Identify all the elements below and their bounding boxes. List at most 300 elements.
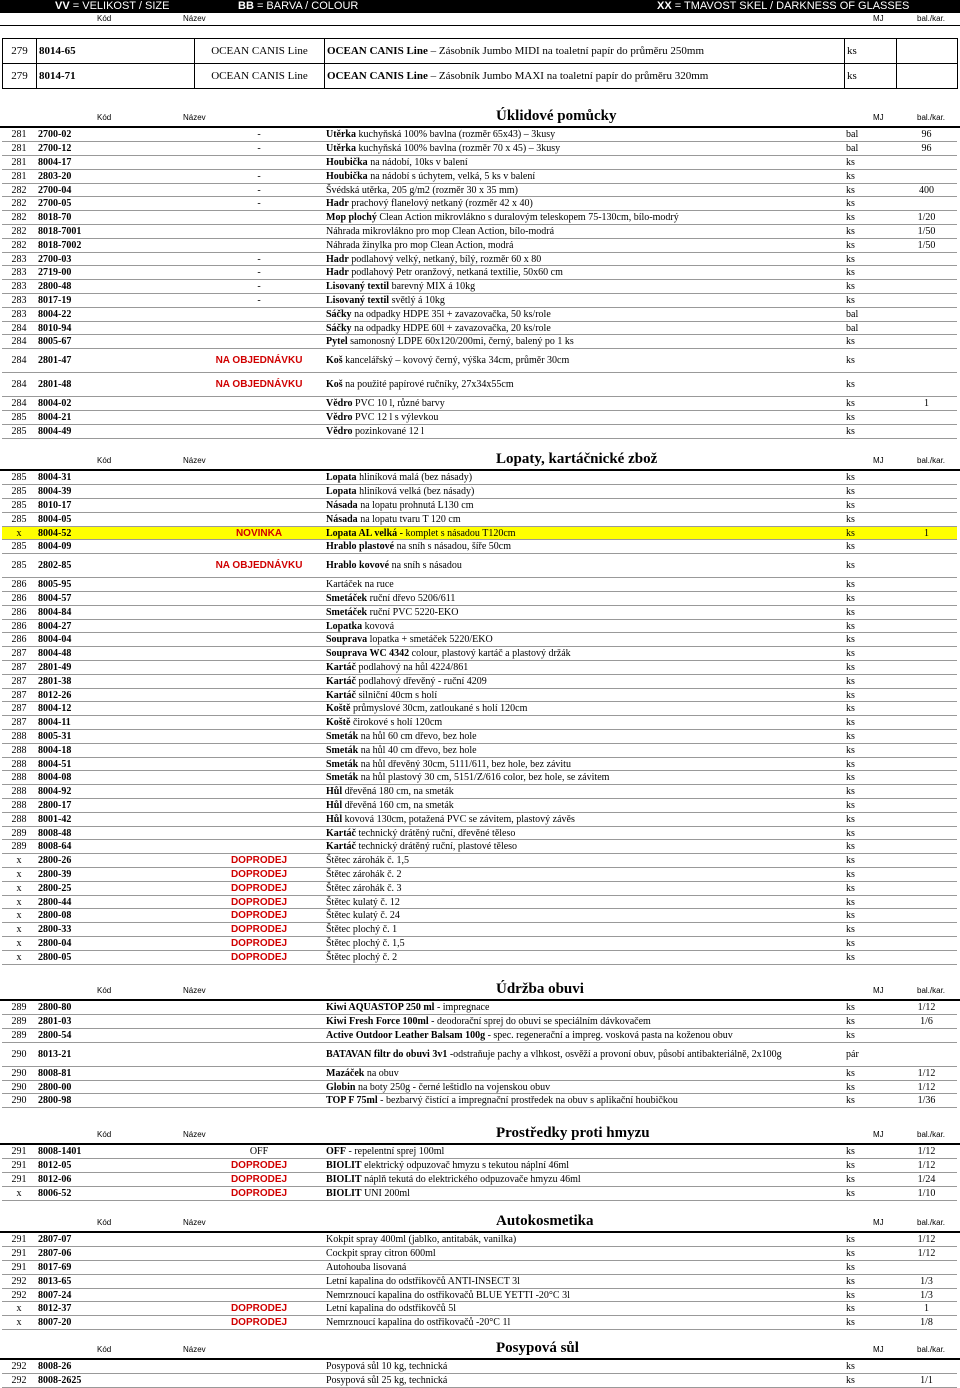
- table-row: [2, 397, 957, 411]
- product-note: [194, 1360, 324, 1374]
- product-pack: [896, 826, 957, 840]
- product-code: 8004-22: [36, 307, 194, 321]
- page-number: 282: [2, 211, 36, 225]
- product-name-bold: Koš: [326, 379, 343, 391]
- product-pack: [896, 578, 957, 592]
- page-number: 282: [2, 183, 36, 197]
- product-unit: ks: [844, 730, 896, 744]
- page-number: 281: [2, 169, 36, 183]
- product-pack: [896, 373, 957, 397]
- product-code: 8018-7002: [36, 238, 194, 252]
- table-row: [2, 950, 957, 964]
- table-row: [2, 1274, 957, 1288]
- product-code: 2802-85: [36, 554, 194, 578]
- product-pack: [896, 633, 957, 647]
- product-note: [194, 647, 324, 661]
- product-note: NA OBJEDNÁVKU: [194, 349, 324, 373]
- product-name-rest: podlahový Petr oranžový, netkaná textilie, 50x60 cm: [348, 267, 563, 279]
- product-name-rest: -odstraňuje pachy a vlhkost, osvěží a provoní obuv, působí antibakteriálně, 2x100g: [447, 1048, 782, 1060]
- product-pack: [896, 424, 957, 438]
- product-pack: 96: [896, 142, 957, 156]
- product-unit: ks: [844, 266, 896, 280]
- table-row: [2, 881, 957, 895]
- product-name-rest: Štětec plochý č. 2: [326, 951, 398, 963]
- product-name: [324, 197, 844, 211]
- product-note: DOPRODEJ: [194, 1302, 324, 1316]
- header-bal: bal./kar.: [917, 1345, 946, 1354]
- product-pack: 1/12: [896, 1159, 957, 1173]
- section-title: Úklidové pomůcky: [496, 108, 617, 124]
- product-unit: ks: [844, 771, 896, 785]
- section-title: Lopaty, kartáčnické zbož: [496, 451, 658, 467]
- product-pack: [896, 540, 957, 554]
- table-row: [2, 633, 957, 647]
- product-pack: [896, 266, 957, 280]
- product-name-rest: na sníh s násadou, šíře 50cm: [394, 541, 511, 553]
- product-note: [194, 1094, 324, 1108]
- product-note: [194, 688, 324, 702]
- product-name: [324, 1066, 844, 1080]
- table-row: [2, 1159, 957, 1173]
- product-note: [194, 799, 324, 813]
- header-nazev: Název: [183, 14, 206, 23]
- product-pack: [896, 923, 957, 937]
- product-unit: ks: [844, 1029, 896, 1043]
- product-name-bold: Hadr: [326, 267, 349, 279]
- product-note: -: [194, 183, 324, 197]
- header-mj: MJ: [873, 113, 884, 122]
- header-bal: bal./kar.: [917, 456, 946, 465]
- product-name-rest: kancelářský – kovový černý, výška 34cm, průměr 30cm: [342, 355, 570, 367]
- product-pack: [896, 554, 957, 578]
- product-name: [324, 771, 844, 785]
- product-name: [324, 1302, 844, 1316]
- section-table: [2, 1145, 957, 1201]
- product-pack: 1/50: [896, 225, 957, 239]
- table-row: [2, 540, 957, 554]
- product-pack: [896, 1042, 957, 1066]
- product-code: 8007-24: [36, 1288, 194, 1302]
- product-name: [324, 238, 844, 252]
- product-code: 8012-06: [36, 1173, 194, 1187]
- table-row: [2, 1001, 957, 1015]
- product-note: -: [194, 128, 324, 142]
- product-name-bold: Smeták: [326, 744, 359, 756]
- page-number: 284: [2, 335, 36, 349]
- header-kod: Kód: [97, 1218, 112, 1227]
- table-row: [2, 335, 957, 349]
- page-number: x: [2, 1316, 36, 1330]
- product-name-rest: kovová: [362, 620, 395, 632]
- product-unit: ks: [844, 1316, 896, 1330]
- product-pack: [896, 854, 957, 868]
- header-nazev: Název: [183, 1130, 206, 1139]
- product-unit: ks: [844, 826, 896, 840]
- product-name-rest: na odpadky HDPE 60l + zavazovačka, 20 ks/role: [351, 322, 551, 334]
- product-name: [324, 397, 844, 411]
- product-name-rest: PVC 10 l, různé barvy: [352, 398, 445, 410]
- product-note: [194, 1029, 324, 1043]
- product-note: [194, 592, 324, 606]
- product-name-bold: Vědro: [326, 398, 353, 410]
- product-unit: ks: [844, 485, 896, 499]
- page-number: 285: [2, 540, 36, 554]
- product-name: [324, 1015, 844, 1029]
- product-unit: ks: [845, 39, 897, 64]
- table-row: [2, 854, 957, 868]
- product-name: [324, 280, 844, 294]
- product-unit: ks: [844, 1302, 896, 1316]
- product-name: [324, 840, 844, 854]
- product-code: 8013-65: [36, 1274, 194, 1288]
- product-pack: [897, 64, 958, 89]
- table-row: [2, 605, 957, 619]
- product-pack: 1/3: [896, 1274, 957, 1288]
- page-number: 287: [2, 647, 36, 661]
- product-code: 8005-31: [36, 730, 194, 744]
- page-number: 284: [2, 373, 36, 397]
- product-unit: ks: [844, 1247, 896, 1261]
- product-unit: bal: [844, 321, 896, 335]
- page-number: 287: [2, 661, 36, 675]
- page-number: 285: [2, 499, 36, 513]
- product-code: 8004-49: [36, 424, 194, 438]
- product-name: [324, 854, 844, 868]
- legend-vv: VV = VELIKOST / SIZE: [55, 0, 170, 12]
- product-name-bold: Hůl: [326, 799, 343, 811]
- product-name-rest: na hůl 60 cm dřevo, bez hole: [358, 730, 477, 742]
- product-name-rest: Letní kapalina do odstřikovčů 5l: [326, 1303, 456, 1315]
- page-number: 283: [2, 266, 36, 280]
- table-row: [2, 647, 957, 661]
- table-row: [2, 424, 957, 438]
- product-name-rest: na nádobí s úchytem, velká, 5 ks v balení: [367, 170, 536, 182]
- page-number: 291: [2, 1173, 36, 1187]
- product-name-bold: Utěrka: [326, 129, 356, 141]
- section-header: [0, 1213, 960, 1233]
- legend-bb: BB = BARVA / COLOUR: [238, 0, 359, 12]
- table-row: [2, 554, 957, 578]
- page-number: 292: [2, 1274, 36, 1288]
- product-name-rest: Kartáček na ruce: [326, 579, 394, 591]
- product-name-rest: pozinkované 12 l: [352, 425, 424, 437]
- product-pack: [896, 647, 957, 661]
- product-name: [324, 294, 844, 308]
- product-code: 2801-49: [36, 661, 194, 675]
- table-row: [2, 909, 957, 923]
- page-number: x: [2, 854, 36, 868]
- product-note: [194, 1042, 324, 1066]
- table-row: [2, 266, 957, 280]
- table-row: [2, 730, 957, 744]
- product-name-rest: Letní kapalina do odstřikovčů ANTI-INSECT 3l: [326, 1275, 520, 1287]
- table-row: [2, 619, 957, 633]
- product-name-rest: - spec. regenerační a impreg. vosková pasta na koženou obuv: [485, 1029, 733, 1041]
- product-pack: [896, 156, 957, 170]
- header-mj: MJ: [873, 1218, 884, 1227]
- product-name-rest: samonosný LDPE 60x120/200mi, černý, balený po 1 ks: [347, 336, 574, 348]
- product-name-rest: průmyslové 30cm, zatloukané s holí 120cm: [350, 703, 528, 715]
- product-unit: ks: [844, 225, 896, 239]
- product-name-bold: Active Outdoor Leather Balsam 100g: [326, 1029, 486, 1041]
- product-name-bold: Kartáč: [326, 675, 356, 687]
- section-table: [2, 1360, 957, 1388]
- product-name-bold: BIOLIT: [326, 1160, 362, 1172]
- product-pack: 1/3: [896, 1288, 957, 1302]
- product-name: [324, 1288, 844, 1302]
- product-note: [194, 730, 324, 744]
- page-number: 283: [2, 280, 36, 294]
- product-code: 8004-27: [36, 619, 194, 633]
- header-bal: bal./kar.: [917, 986, 946, 995]
- product-name-rest: barevný MIX á 10kg: [389, 281, 476, 293]
- header-kod: Kód: [97, 14, 112, 23]
- product-pack: [896, 307, 957, 321]
- page-number: x: [2, 895, 36, 909]
- table-row: [2, 1374, 957, 1388]
- header-nazev: Název: [183, 1345, 206, 1354]
- product-name-rest: Štětec zárohák č. 2: [326, 868, 402, 880]
- page-number: 292: [2, 1360, 36, 1374]
- product-code: 2800-04: [36, 937, 194, 951]
- product-code: 2803-20: [36, 169, 194, 183]
- product-pack: [896, 1029, 957, 1043]
- product-name-rest: Kokpit spray 400ml (jablko, antitabák, vanilka): [326, 1234, 517, 1246]
- table-row: [2, 411, 957, 425]
- product-name: [324, 485, 844, 499]
- table-row: [2, 799, 957, 813]
- product-code: 2800-05: [36, 950, 194, 964]
- table-row: [2, 661, 957, 675]
- page-number: 285: [2, 411, 36, 425]
- section-header: [0, 451, 960, 471]
- page-number: 286: [2, 592, 36, 606]
- product-name: [324, 633, 844, 647]
- product-name: [324, 471, 844, 485]
- product-name-bold: Vědro: [326, 425, 353, 437]
- product-name: [325, 39, 845, 64]
- product-name: [324, 307, 844, 321]
- product-name: [324, 619, 844, 633]
- section-table: [2, 1001, 957, 1108]
- table-row: [2, 1173, 957, 1187]
- product-note: DOPRODEJ: [194, 909, 324, 923]
- product-code: 8012-37: [36, 1302, 194, 1316]
- product-name: [324, 757, 844, 771]
- product-name-rest: prachový flanelový netkaný (rozměr 42 x 40): [348, 198, 533, 210]
- table-row: [2, 1029, 957, 1043]
- product-code: 2800-98: [36, 1094, 194, 1108]
- product-name-bold: Lisovaný textil: [326, 294, 390, 306]
- product-name: [324, 540, 844, 554]
- page-number: 288: [2, 730, 36, 744]
- product-note: [194, 785, 324, 799]
- product-name-rest: dřevěná 160 cm, na smeták: [342, 799, 454, 811]
- product-code: 8008-81: [36, 1066, 194, 1080]
- page-number: 286: [2, 605, 36, 619]
- product-name-rest: silniční 40cm s holí: [356, 689, 438, 701]
- section-table: [2, 128, 957, 439]
- product-name: [324, 1186, 844, 1200]
- page-number: x: [2, 526, 36, 540]
- product-name: [324, 1261, 844, 1275]
- product-name-rest: podlahový velký, netkaný, bílý, rozměr 60 x 80: [348, 253, 542, 265]
- header-mj: MJ: [873, 986, 884, 995]
- page-number: 282: [2, 225, 36, 239]
- product-name-bold: Lopata: [326, 472, 357, 484]
- product-pack: 1/12: [896, 1066, 957, 1080]
- product-pack: 1/12: [896, 1233, 957, 1247]
- product-code: 2800-00: [36, 1080, 194, 1094]
- product-name-bold: Lopata: [326, 486, 357, 498]
- page-number: 281: [2, 128, 36, 142]
- product-note: [194, 335, 324, 349]
- product-code: 8004-21: [36, 411, 194, 425]
- legend-xx: XX = TMAVOST SKEL / DARKNESS OF GLASSES: [657, 0, 910, 12]
- product-unit: ks: [844, 868, 896, 882]
- page-number: 290: [2, 1066, 36, 1080]
- product-name-bold: Utěrka: [326, 143, 356, 155]
- table-row: [2, 1080, 957, 1094]
- table-row: [2, 757, 957, 771]
- page-number: 282: [2, 238, 36, 252]
- product-pack: [896, 197, 957, 211]
- product-note: [194, 633, 324, 647]
- page-number: 289: [2, 1001, 36, 1015]
- product-name-bold: Koš: [326, 355, 343, 367]
- header-kod: Kód: [97, 1130, 112, 1139]
- product-name-bold: Smeták: [326, 758, 359, 770]
- product-note: NOVINKA: [194, 526, 324, 540]
- product-name-rest: na hůl plastový 30 cm, 5151/Z/616 color, bez hole, se závitem: [358, 772, 610, 784]
- product-brand: OCEAN CANIS Line: [195, 64, 325, 89]
- product-pack: [896, 840, 957, 854]
- page-number: 291: [2, 1233, 36, 1247]
- product-name: [324, 950, 844, 964]
- product-name: [324, 1094, 844, 1108]
- product-note: [194, 1274, 324, 1288]
- product-code: 8013-21: [36, 1042, 194, 1066]
- product-name: [324, 512, 844, 526]
- page-number: 291: [2, 1261, 36, 1275]
- table-row: [2, 923, 957, 937]
- product-code: 2800-80: [36, 1001, 194, 1015]
- product-name-rest: technický drátěný ruční, dřevěné těleso: [356, 827, 516, 839]
- product-name: [324, 923, 844, 937]
- table-row: [2, 868, 957, 882]
- product-note: OFF: [194, 1145, 324, 1159]
- page-number: 283: [2, 252, 36, 266]
- product-pack: [896, 716, 957, 730]
- product-name-rest: lopatka + smetáček 5220/EKO: [367, 634, 493, 646]
- section-table: [2, 471, 957, 965]
- section-title: Prostředky proti hmyzu: [496, 1125, 650, 1141]
- product-name-rest: kuchyňská 100% bavlna (rozměr 70 x 45) – 3kusy: [356, 143, 561, 155]
- product-note: [194, 578, 324, 592]
- product-unit: ks: [844, 633, 896, 647]
- product-note: [194, 826, 324, 840]
- table-row: [2, 743, 957, 757]
- product-name: [324, 605, 844, 619]
- header-bal: bal./kar.: [917, 113, 946, 122]
- product-name-bold: Souprava WC 4342: [326, 648, 410, 660]
- product-name-bold: BATAVAN filtr do obuvi 3v1: [326, 1048, 448, 1060]
- product-name-rest: dřevěná 180 cm, na smeták: [342, 786, 454, 798]
- product-pack: [896, 280, 957, 294]
- product-note: [194, 238, 324, 252]
- page-number: x: [2, 868, 36, 882]
- product-name-rest: Švédská utěrka, 205 g/m2 (rozměr 30 x 35 mm): [326, 184, 518, 196]
- header-nazev: Název: [183, 113, 206, 122]
- product-name-rest: - impregnace: [434, 1002, 490, 1014]
- table-row: [2, 349, 957, 373]
- product-code: 2800-26: [36, 854, 194, 868]
- product-pack: [896, 485, 957, 499]
- product-code: 8007-20: [36, 1316, 194, 1330]
- product-name: [324, 424, 844, 438]
- product-unit: ks: [844, 1360, 896, 1374]
- table-row: [2, 1261, 957, 1275]
- page-number: 291: [2, 1145, 36, 1159]
- product-pack: [896, 512, 957, 526]
- product-name: [324, 225, 844, 239]
- product-unit: ks: [844, 799, 896, 813]
- table-row: [2, 895, 957, 909]
- table-row: [2, 1066, 957, 1080]
- table-row: [2, 373, 957, 397]
- header-nazev: Název: [183, 456, 206, 465]
- product-pack: 1: [896, 1302, 957, 1316]
- product-name-bold: OCEAN CANIS Line: [327, 45, 428, 57]
- product-unit: ks: [844, 1186, 896, 1200]
- product-code: 8004-31: [36, 471, 194, 485]
- product-name-bold: Sáčky: [326, 308, 352, 320]
- table-row: [2, 307, 957, 321]
- product-name-rest: Nemrznoucí kapalina do ostřikovačů -20°C 1l: [326, 1317, 511, 1329]
- product-note: [194, 321, 324, 335]
- product-name: [324, 128, 844, 142]
- product-name-bold: Mazáček: [326, 1067, 365, 1079]
- product-pack: [896, 592, 957, 606]
- product-code: 8004-57: [36, 592, 194, 606]
- product-name: [324, 1360, 844, 1374]
- page-number: x: [2, 923, 36, 937]
- product-name-bold: Kiwi Fresh Force 100ml: [326, 1016, 429, 1028]
- product-unit: ks: [844, 156, 896, 170]
- product-name-rest: Náhrada žinylka pro mop Clean Action, modrá: [326, 239, 514, 251]
- product-pack: [896, 812, 957, 826]
- product-name: [324, 1316, 844, 1330]
- product-name: [324, 909, 844, 923]
- product-note: -: [194, 197, 324, 211]
- product-note: [194, 716, 324, 730]
- product-unit: ks: [844, 512, 896, 526]
- product-name: [324, 499, 844, 513]
- product-note: -: [194, 294, 324, 308]
- page-number: 291: [2, 1159, 36, 1173]
- product-unit: ks: [844, 1015, 896, 1029]
- product-name-rest: na hůl 40 cm dřevo, bez hole: [358, 744, 477, 756]
- product-unit: ks: [844, 1288, 896, 1302]
- table-row: [2, 771, 957, 785]
- product-unit: ks: [844, 743, 896, 757]
- table-row: [2, 688, 957, 702]
- page-number: x: [2, 1302, 36, 1316]
- product-unit: ks: [844, 335, 896, 349]
- product-unit: ks: [844, 578, 896, 592]
- product-pack: 1: [896, 397, 957, 411]
- page-number: 287: [2, 674, 36, 688]
